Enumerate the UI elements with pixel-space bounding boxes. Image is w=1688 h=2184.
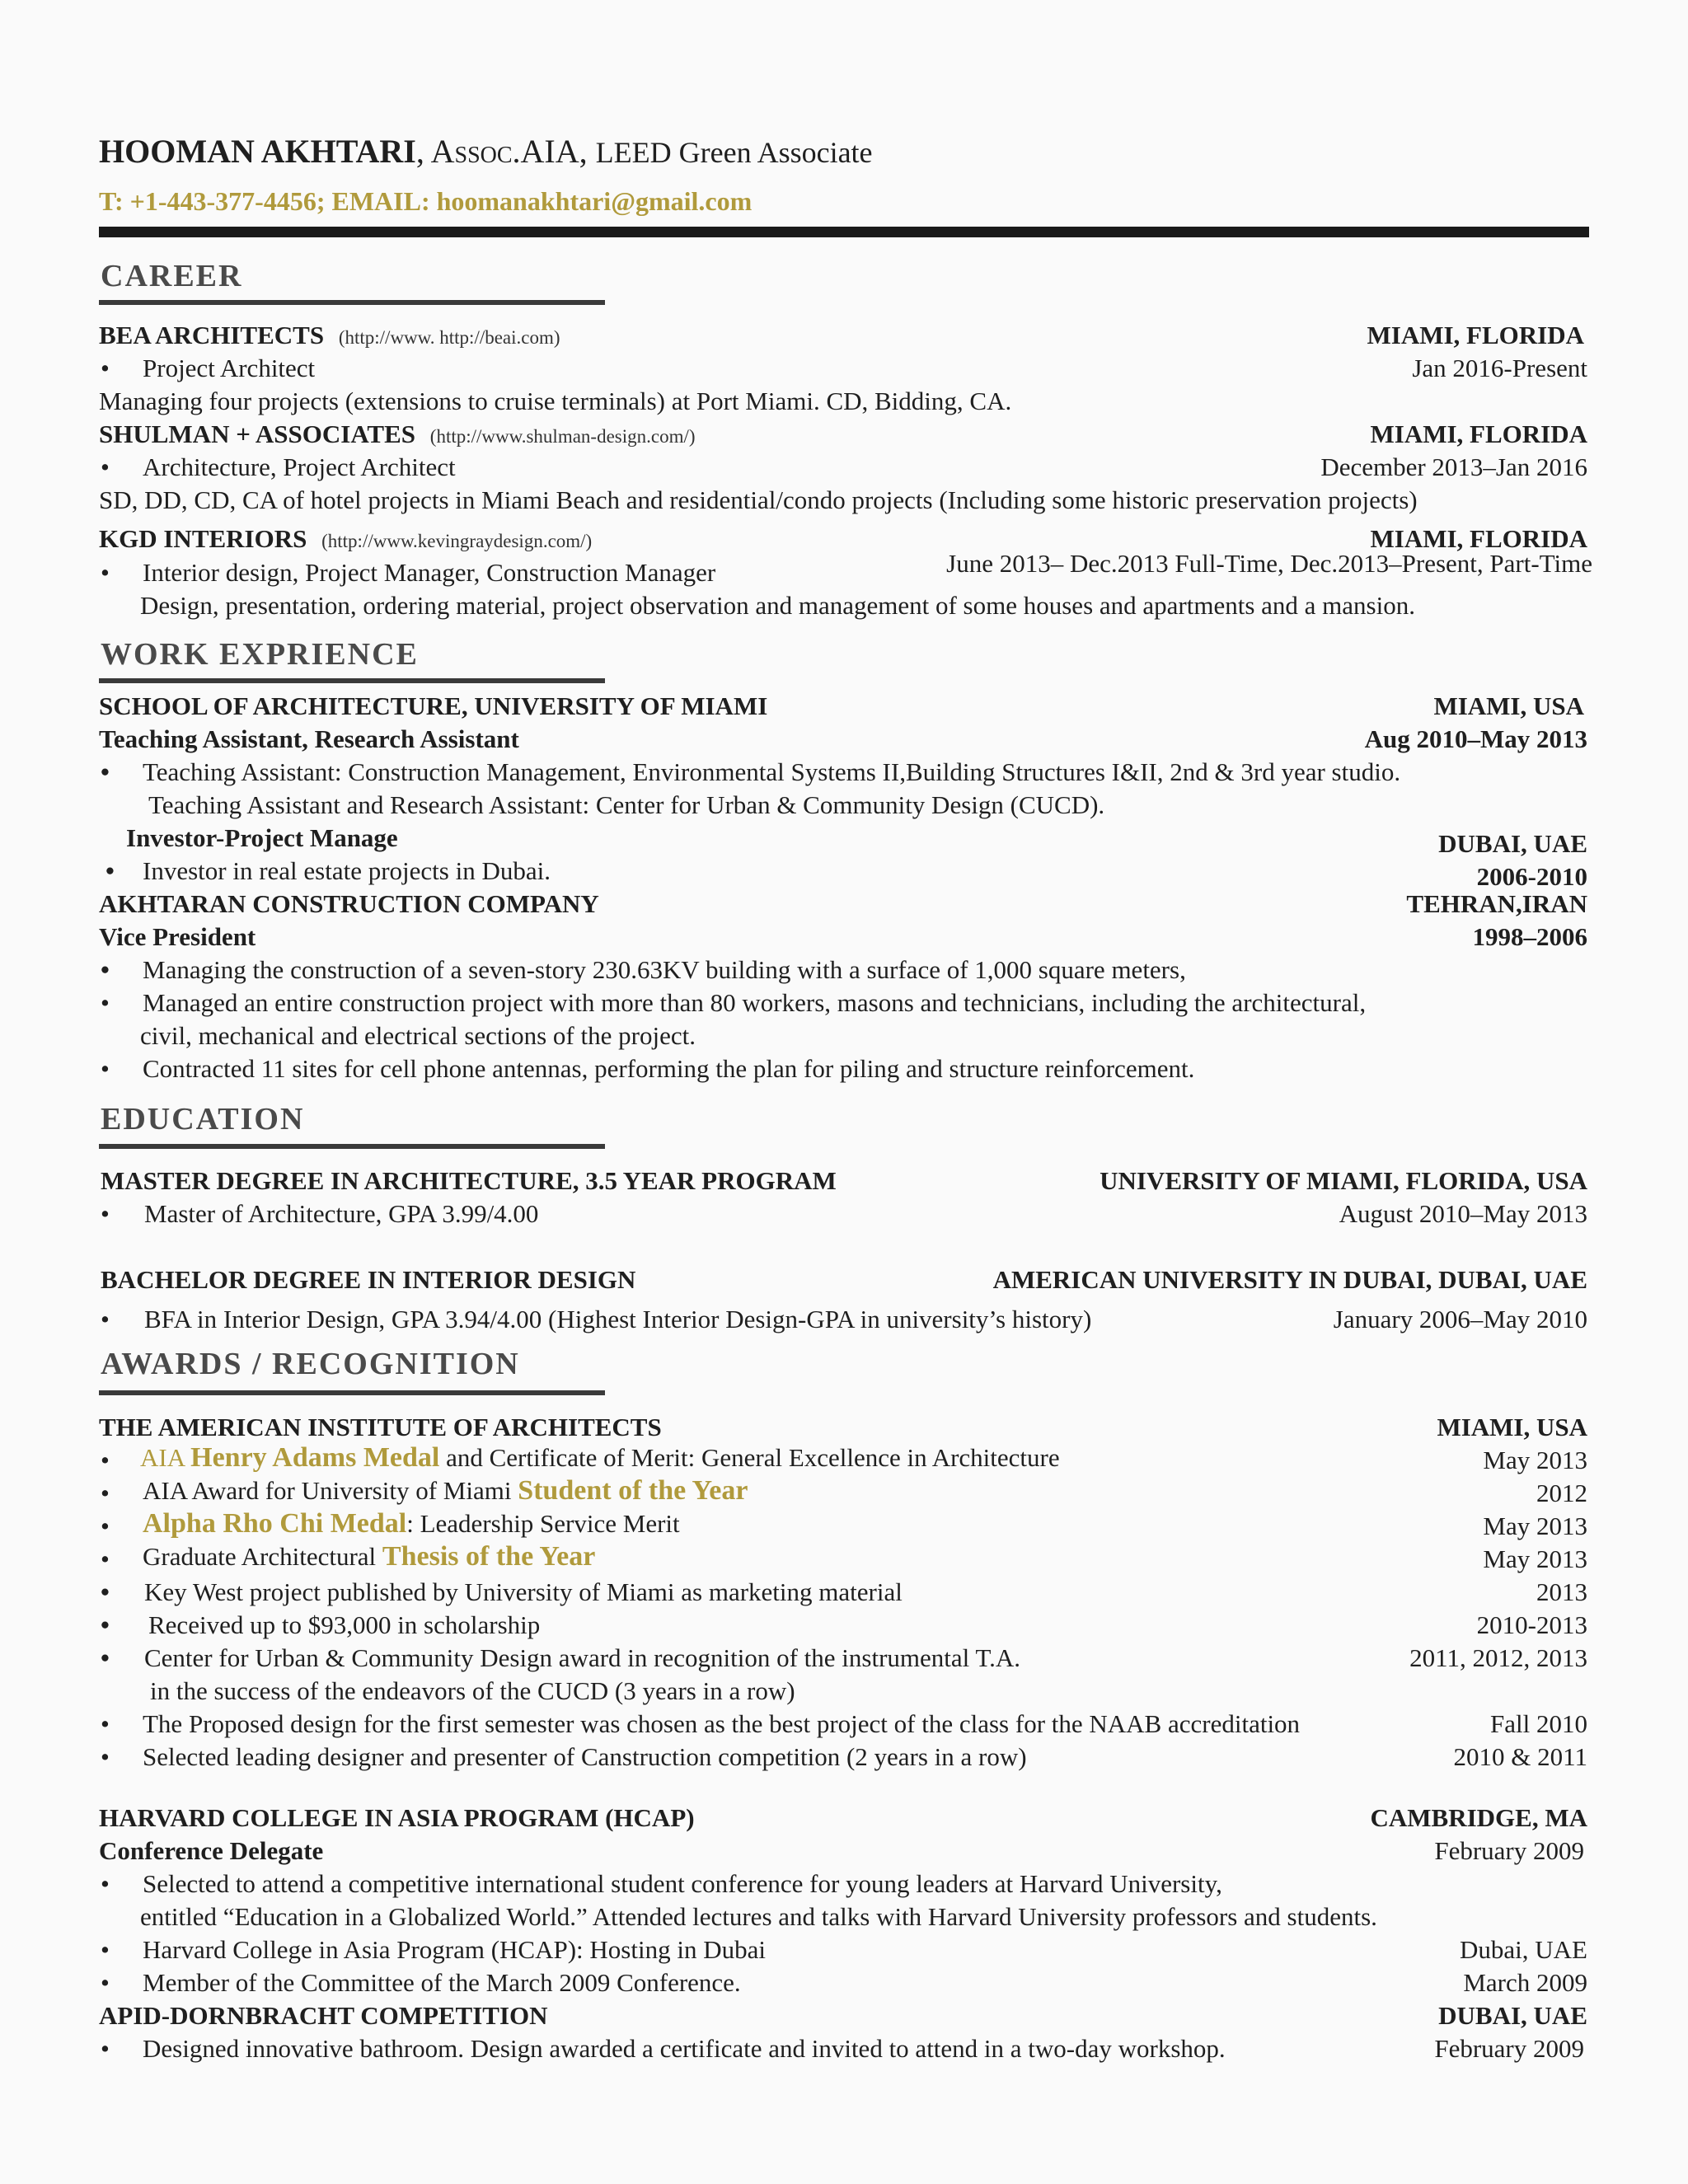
section-underline xyxy=(99,678,605,683)
award-date: 2011, 2012, 2013 xyxy=(1409,1643,1587,1672)
award-date: Fall 2010 xyxy=(1490,1709,1587,1738)
detail-line: Master of Architecture, GPA 3.99/4.00 xyxy=(144,1199,539,1228)
award-date: 2010-2013 xyxy=(1476,1610,1587,1639)
employer-shulman xyxy=(99,421,696,447)
dates: December 2013–Jan 2016 xyxy=(1320,452,1587,481)
bullet: • xyxy=(101,955,110,984)
award-text: AIA Award for University of Miami xyxy=(143,1476,518,1505)
award-line: The Proposed design for the first semester was chosen as the best project of the class for the NAAB accreditation xyxy=(143,1709,1301,1738)
detail-line: Managing the construction of a seven-story 230.63KV building with a surface of 1,000 square meters, xyxy=(143,955,1186,984)
employer-location: TEHRAN,IRAN xyxy=(1406,889,1587,918)
bullet: • xyxy=(101,1511,110,1540)
section-title-education: EDUCATION xyxy=(101,1102,305,1137)
award-date: May 2013 xyxy=(1483,1446,1587,1474)
bullet: • xyxy=(101,1479,110,1507)
award-highlight: Alpha Rho Chi Medal xyxy=(143,1508,407,1539)
school: AMERICAN UNIVERSITY IN DUBAI, DUBAI, UAE xyxy=(992,1265,1587,1294)
organization-location: CAMBRIDGE, MA xyxy=(1370,1803,1587,1832)
employer-location: MIAMI, FLORIDA xyxy=(1370,524,1587,553)
award-highlight: Thesis of the Year xyxy=(382,1541,596,1572)
bullet: • xyxy=(101,757,110,786)
award-date: 2012 xyxy=(1536,1479,1587,1507)
credentials: , Assoc.AIA, xyxy=(415,133,596,170)
employer-url: (http://www.shulman-design.com/) xyxy=(429,426,696,447)
organization: HARVARD COLLEGE IN ASIA PROGRAM (HCAP) xyxy=(99,1803,695,1832)
organization: APID-DORNBRACHT COMPETITION xyxy=(99,2001,548,2030)
detail-line: Investor in real estate projects in Dubai. xyxy=(143,856,551,885)
section-title-awards: AWARDS / RECOGNITION xyxy=(101,1347,520,1381)
detail-line: Teaching Assistant and Research Assistant: Center for Urban & Community Design (CUCD). xyxy=(148,790,1105,819)
bullet: • xyxy=(101,988,110,1017)
employer-url: (http://www.kevingraydesign.com/) xyxy=(321,531,593,551)
award-line: Center for Urban & Community Design award in recognition of the instrumental T.A. xyxy=(144,1643,1020,1672)
bullet: • xyxy=(101,354,110,382)
leed-credential: LEED Green Associate xyxy=(595,136,873,169)
degree: MASTER DEGREE IN ARCHITECTURE, 3.5 YEAR PROGRAM xyxy=(101,1166,837,1195)
role: Investor-Project Manage xyxy=(126,823,398,852)
bullet: • xyxy=(101,1577,110,1606)
award-date: 2013 xyxy=(1536,1577,1587,1606)
resume-name-line xyxy=(99,135,873,168)
header-rule xyxy=(99,227,1589,237)
employer-location: MIAMI, FLORIDA xyxy=(1367,321,1584,349)
employer-location: MIAMI, FLORIDA xyxy=(1370,419,1587,448)
award-line xyxy=(140,1444,1060,1472)
bullet: • xyxy=(101,1305,110,1333)
role: Vice President xyxy=(99,922,256,951)
detail-line: Teaching Assistant: Construction Management, Environmental Systems II,Building Structures I&II, 2nd & 3rd year studio. xyxy=(143,757,1401,786)
employer-location: DUBAI, UAE xyxy=(1438,829,1587,858)
employer-name: SCHOOL OF ARCHITECTURE, UNIVERSITY OF MIAMI xyxy=(99,691,768,720)
bullet: • xyxy=(101,1643,110,1672)
award-line: in the success of the endeavors of the CUCD (3 years in a row) xyxy=(150,1676,795,1705)
organization-location: MIAMI, USA xyxy=(1437,1413,1587,1441)
bullet: • xyxy=(101,1968,110,1997)
description: SD, DD, CD, CA of hotel projects in Miami Beach and residential/condo projects (Including some historic preservation projects) xyxy=(99,485,1418,514)
dates: 2006-2010 xyxy=(1476,862,1587,891)
section-title-work: WORK EXPRIENCE xyxy=(101,637,419,672)
award-line: Selected leading designer and presenter of Canstruction competition (2 years in a row) xyxy=(143,1742,1027,1771)
award-text: : Leadership Service Merit xyxy=(406,1509,680,1538)
employer-kgd xyxy=(99,526,592,551)
bullet: • xyxy=(101,1869,110,1898)
employer-name: BEA ARCHITECTS xyxy=(99,321,325,349)
award-highlight: Henry Adams Medal xyxy=(190,1442,440,1473)
award-line xyxy=(143,1477,748,1505)
detail-line: Selected to attend a competitive international student conference for young leaders at Harvard University, xyxy=(143,1869,1222,1898)
detail-line: Harvard College in Asia Program (HCAP): Hosting in Dubai xyxy=(143,1935,766,1964)
dates: Jan 2016-Present xyxy=(1412,354,1587,382)
organization-location: DUBAI, UAE xyxy=(1438,2001,1587,2030)
dates: January 2006–May 2010 xyxy=(1333,1305,1587,1333)
bullet: • xyxy=(101,1610,110,1639)
role: Architecture, Project Architect xyxy=(143,452,456,481)
bullet: • xyxy=(101,1054,110,1083)
detail-line: civil, mechanical and electrical sections of the project. xyxy=(140,1021,696,1050)
dates: Aug 2010–May 2013 xyxy=(1364,724,1587,753)
degree: BACHELOR DEGREE IN INTERIOR DESIGN xyxy=(101,1265,636,1294)
award-line: Key West project published by University of Miami as marketing material xyxy=(144,1577,903,1606)
award-text: and Certificate of Merit: General Excellence in Architecture xyxy=(439,1443,1060,1472)
bullet: • xyxy=(101,452,110,481)
detail-line: entitled “Education in a Globalized World.” Attended lectures and talks with Harvard University professors and students. xyxy=(140,1902,1377,1931)
detail-line: Managed an entire construction project with more than 80 workers, masons and technicians, including the architectural, xyxy=(143,988,1367,1017)
section-underline xyxy=(99,300,605,305)
bullet: • xyxy=(101,1446,110,1474)
dates: February 2009 xyxy=(1434,1836,1584,1865)
candidate-name: HOOMAN AKHTARI xyxy=(99,133,416,170)
award-date: May 2013 xyxy=(1483,1544,1587,1573)
dates: 1998–2006 xyxy=(1472,922,1587,951)
dates: March 2009 xyxy=(1463,1968,1587,1997)
detail-line: BFA in Interior Design, GPA 3.94/4.00 (Highest Interior Design-GPA in university’s history) xyxy=(144,1305,1092,1333)
award-line: Received up to $93,000 in scholarship xyxy=(148,1610,541,1639)
role: Conference Delegate xyxy=(99,1836,324,1865)
bullet: • xyxy=(101,1709,110,1738)
award-date: May 2013 xyxy=(1483,1511,1587,1540)
section-title-career: CAREER xyxy=(101,259,243,293)
employer-location: MIAMI, USA xyxy=(1433,691,1584,720)
detail-line: Contracted 11 sites for cell phone antennas, performing the plan for piling and structure reinforcement. xyxy=(143,1054,1195,1083)
role: Project Architect xyxy=(143,354,316,382)
award-highlight: Student of the Year xyxy=(518,1475,748,1506)
role: Teaching Assistant, Research Assistant xyxy=(99,724,519,753)
employer-name: KGD INTERIORS xyxy=(99,524,307,553)
award-line xyxy=(143,1543,595,1571)
award-date: 2010 & 2011 xyxy=(1453,1742,1587,1771)
description: Design, presentation, ordering material, project observation and management of some houses and apartments and a mansion. xyxy=(140,591,1415,620)
bullet: • xyxy=(101,1544,110,1573)
location: Dubai, UAE xyxy=(1460,1935,1587,1964)
detail-line: Member of the Committee of the March 2009 Conference. xyxy=(143,1968,741,1997)
contact-line: T: +1-443-377-4456; EMAIL: hoomanakhtari@gmail.com xyxy=(99,186,753,216)
section-underline xyxy=(99,1144,605,1149)
award-text: Graduate Architectural xyxy=(143,1542,382,1571)
employer-url: (http://www. http://beai.com) xyxy=(338,327,560,348)
employer-name: SHULMAN + ASSOCIATES xyxy=(99,419,416,448)
employer-name: AKHTARAN CONSTRUCTION COMPANY xyxy=(99,889,599,918)
award-line xyxy=(143,1510,680,1538)
bullet: • xyxy=(101,558,110,587)
detail-line: Designed innovative bathroom. Design awarded a certificate and invited to attend in a two-day workshop. xyxy=(143,2034,1226,2063)
award-prefix: AIA xyxy=(140,1443,191,1472)
bullet: • xyxy=(106,856,115,885)
school: UNIVERSITY OF MIAMI, FLORIDA, USA xyxy=(1100,1166,1587,1195)
dates: June 2013– Dec.2013 Full-Time, Dec.2013–Present, Part-Time xyxy=(946,549,1592,578)
dates: February 2009 xyxy=(1434,2034,1584,2063)
dates: August 2010–May 2013 xyxy=(1339,1199,1587,1228)
organization: THE AMERICAN INSTITUTE OF ARCHITECTS xyxy=(99,1413,662,1441)
bullet: • xyxy=(101,1935,110,1964)
bullet: • xyxy=(101,1199,110,1228)
section-underline xyxy=(99,1390,605,1395)
employer-bea xyxy=(99,322,560,348)
description: Managing four projects (extensions to cruise terminals) at Port Miami. CD, Bidding, CA. xyxy=(99,387,1012,415)
role: Interior design, Project Manager, Construction Manager xyxy=(143,558,716,587)
bullet: • xyxy=(101,2034,110,2063)
bullet: • xyxy=(101,1742,110,1771)
